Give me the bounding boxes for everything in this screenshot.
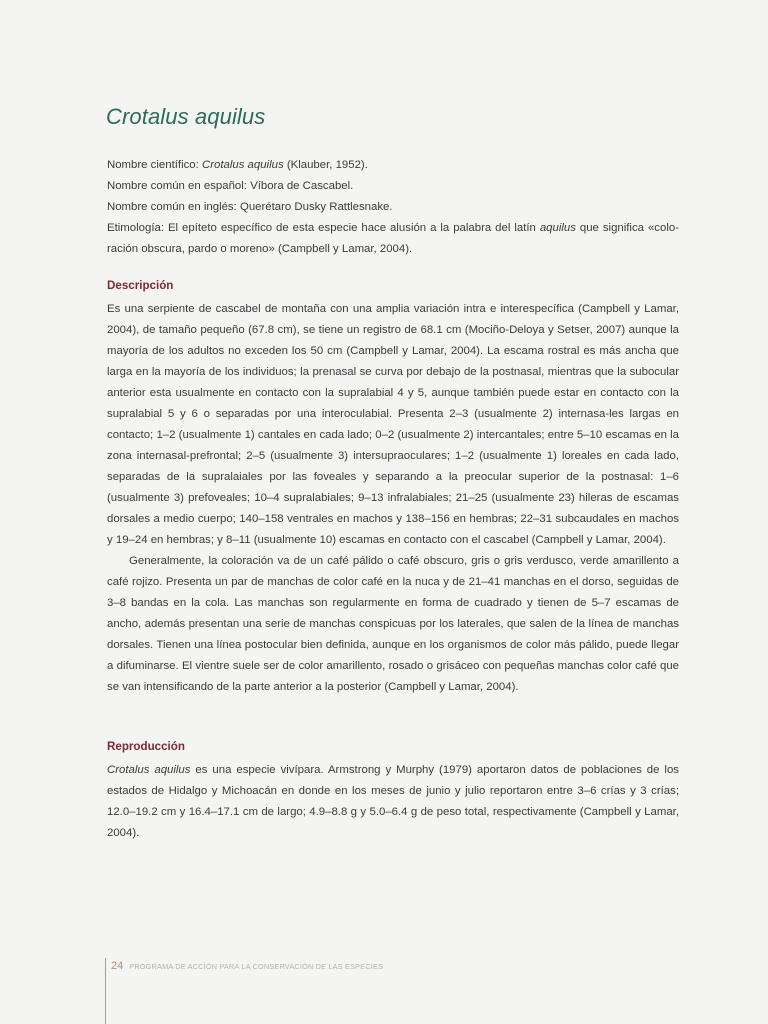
page-title: Crotalus aquilus bbox=[106, 104, 266, 129]
reproduction-heading: Reproducción bbox=[107, 740, 185, 753]
page-number: 24 bbox=[111, 960, 124, 972]
page-footer bbox=[111, 960, 383, 972]
reproduction-species-name: Crotalus aquilus bbox=[107, 764, 191, 776]
scientific-name-author: (Klauber, 1952). bbox=[283, 159, 368, 171]
etymology-line bbox=[107, 218, 679, 260]
running-title: PROGRAMA DE ACCIÓN PARA LA CONSERVACIÓN DE LAS ESPECIES bbox=[129, 962, 384, 971]
description-paragraph-2: Generalmente, la coloración va de un café pálido o café obscuro, gris o gris verdusco, verde amarillento a café rojizo. Presenta un par de manchas de color café en la nuca y de 21–41 manchas en el dorso, seguidas de 3–8 bandas en la cola. Las manchas son regularmente en forma de cuadrado y tienen de 5–7 escamas de ancho, además presentan una serie de manchas conspicuas por los laterales, que salen de la línea de manchas dorsales. Tienen una línea postocular bien definida, aunque en los organismos de color más pálido, puede llegar a difuminarse. El vientre suele ser de color amarillento, rosado o grisáceo con pequeñas manchas color café que se van intensificando de la parte anterior a la posterior (Campbell y Lamar, 2004). bbox=[107, 555, 679, 693]
reproduction-paragraph bbox=[107, 760, 679, 844]
description-section bbox=[107, 299, 679, 698]
common-name-spanish: Nombre común en español: Víbora de Cascabel. bbox=[107, 180, 354, 192]
scientific-name-line bbox=[107, 155, 679, 176]
footer-rule bbox=[105, 958, 106, 1024]
reproduction-text: es una especie vivípara. Armstrong y Murphy (1979) aportaron datos de poblaciones de los estados de Hidalgo y Michoacán en donde en los meses de junio y julio reportaron entre 3–6 crías y 3 crías; 12.0–19.2 cm y 16.4–17.1 cm de largo; 4.9–8.8 g y 5.0–6.4 g de peso total, respectivamente (Campbell y Lamar, 2004). bbox=[107, 764, 679, 839]
scientific-name: Crotalus aquilus bbox=[201, 159, 284, 171]
scientific-name-label: Nombre científico: bbox=[107, 159, 202, 171]
species-metadata bbox=[107, 155, 679, 260]
description-heading: Descripción bbox=[107, 279, 174, 292]
etymology-text-end: que significa «colo-ración obscura, pardo o moreno» (Campbell y Lamar, 2004). bbox=[107, 222, 679, 255]
reproduction-section bbox=[107, 760, 679, 844]
description-paragraph-1: Es una serpiente de cascabel de montaña con una amplia variación intra e interespecífica (Campbell y Lamar, 2004), de tamaño pequeño (67.8 cm), se tiene un registro de 68.1 cm (Mociño-Deloya y Setser, 2007) aunque la mayoría de los adultos no exceden los 50 cm (Campbell y Lamar, 2004). La escama rostral es más ancha que larga en la mayoría de los individuos; la prenasal se curva por debajo de la postnasal, mientras que la subocular anterior esta usualmente en contacto con la supralabial 4 y 5, aunque también puede estar en contacto con la supralabial 5 y 6 o separadas por una interoculabial. Presenta 2–3 (usualmente 2) internasa-les largas en contacto; 1–2 (usualmente 1) cantales en cada lado; 0–2 (usualmente 2) intercantales; entre 5–10 escamas en la zona internasal-prefrontal; 2–5 (usualmente 3) intersupraoculares; 1–2 (usualmente 1) loreales en cada lado, separadas de la supralaiales por las foveales y separando a la preocular superior de la postnasal: 1–6 (usualmente 3) prefoveales; 10–4 supralabiales; 9–13 infralabiales; 21–25 (usualmente 23) hileras de escamas dorsales a medio cuerpo; 140–158 ventrales en machos y 138–156 en hembras; 22–31 subcaudales en machos y 19–24 en hembras; y 8–11 (usualmente 10) escamas en contacto con el cascabel (Campbell y Lamar, 2004). bbox=[107, 303, 679, 546]
common-name-english: Nombre común en inglés: Querétaro Dusky Rattlesnake. bbox=[107, 201, 393, 213]
etymology-latin-word: aquilus bbox=[539, 222, 576, 234]
etymology-text-start: Etimología: El epíteto específico de esta especie hace alusión a la palabra del latín bbox=[107, 222, 540, 234]
